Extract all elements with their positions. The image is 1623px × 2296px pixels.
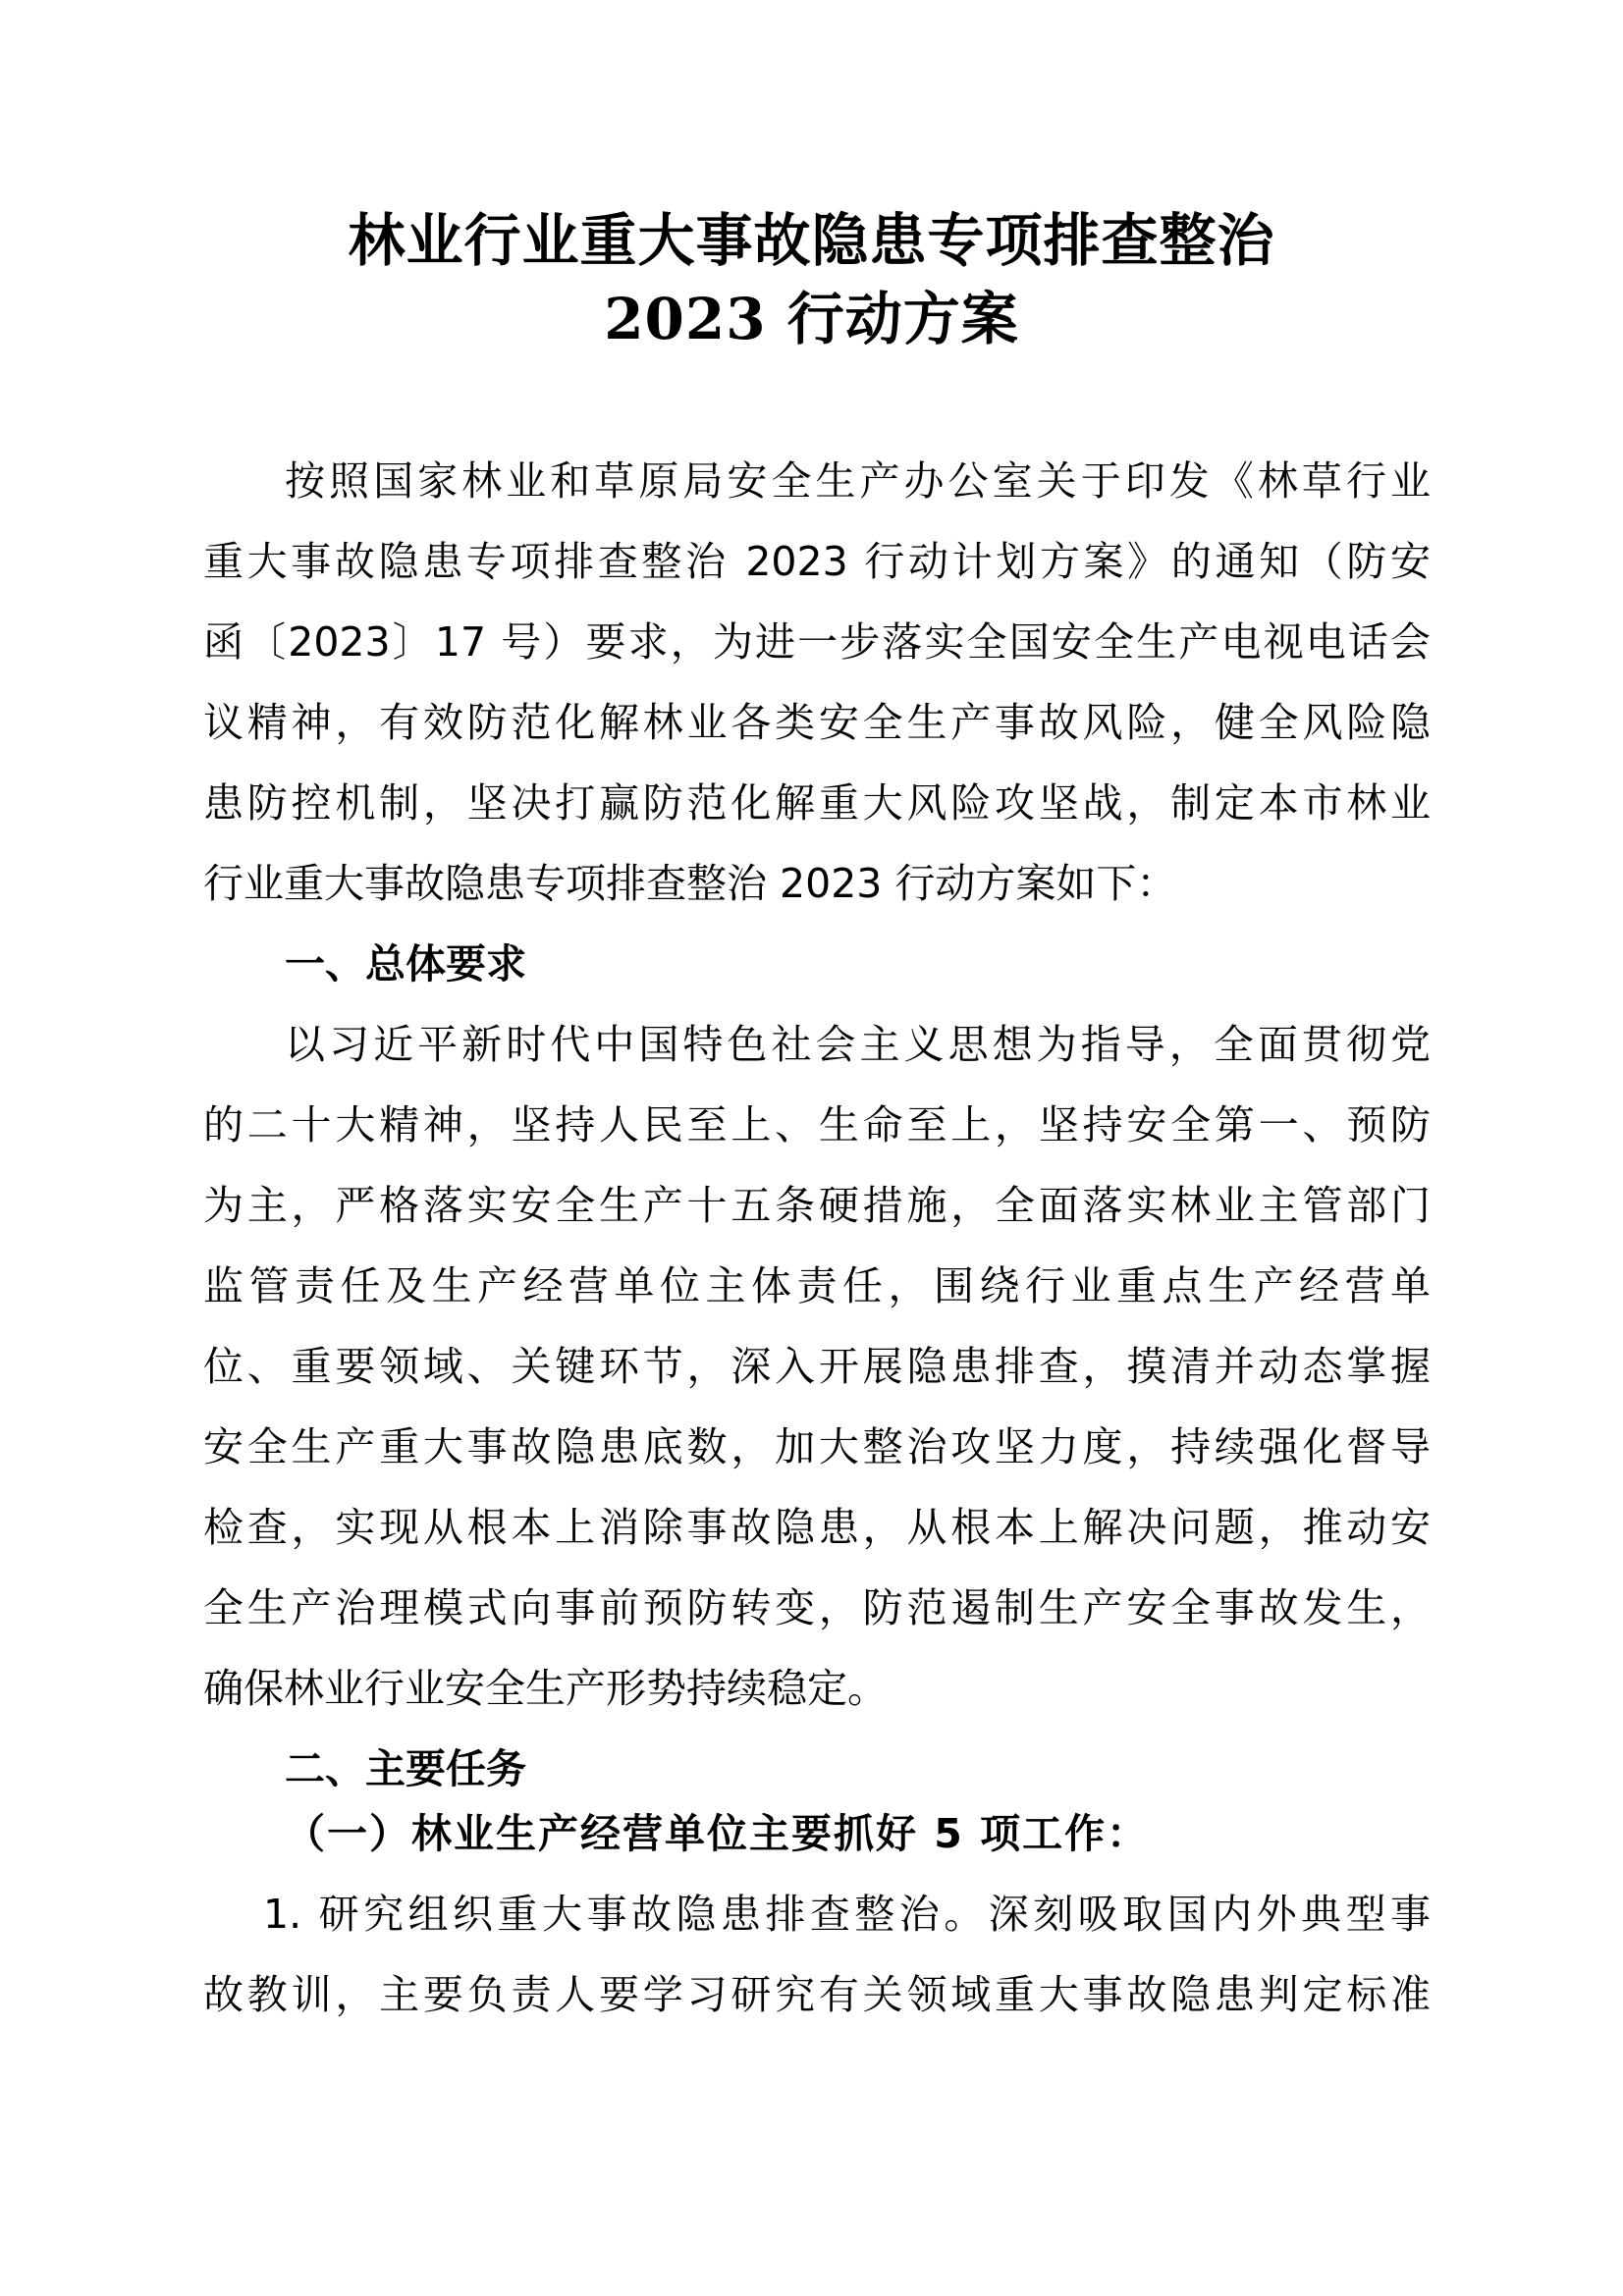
section-heading-main-tasks: 二、主要任务 xyxy=(285,1745,526,1792)
intro-line: 重大事故隐患专项排查整治 2023 行动计划方案》的通知（防安 xyxy=(203,538,1431,585)
section1-line: 以习近平新时代中国特色社会主义思想为指导，全面贯彻党 xyxy=(285,1021,1431,1068)
section1-line: 检查，实现从根本上消除事故隐患，从根本上解决问题，推动安 xyxy=(203,1504,1431,1551)
section1-line: 全生产治理模式向事前预防转变，防范遏制生产安全事故发生， xyxy=(203,1584,1431,1631)
section1-line: 监管责任及生产经营单位主体责任，围绕行业重点生产经营单 xyxy=(203,1262,1431,1309)
section-heading-general-requirements: 一、总体要求 xyxy=(285,940,526,988)
section1-line: 确保林业行业安全生产形势持续稳定。 xyxy=(203,1665,888,1712)
document-title-line-2: 2023 行动方案 xyxy=(604,286,1019,352)
task-item-1-line: 故教训，主要负责人要学习研究有关领域重大事故隐患判定标准 xyxy=(203,1971,1431,2018)
document-title-line-1: 林业行业重大事故隐患专项排查整治 xyxy=(348,207,1275,274)
subsection-heading-units: （一）林业生产经营单位主要抓好 5 项工作： xyxy=(285,1810,1150,1857)
section1-line: 为主，严格落实安全生产十五条硬措施，全面落实林业主管部门 xyxy=(203,1182,1431,1229)
section1-line: 的二十大精神，坚持人民至上、生命至上，坚持安全第一、预防 xyxy=(203,1101,1431,1148)
intro-line: 患防控机制，坚决打赢防范化解重大风险攻坚战，制定本市林业 xyxy=(203,779,1431,827)
intro-line: 议精神，有效防范化解林业各类安全生产事故风险，健全风险隐 xyxy=(203,699,1431,746)
intro-line: 行业重大事故隐患专项排查整治 2023 行动方案如下： xyxy=(203,860,1177,907)
section1-line: 安全生产重大事故隐患底数，加大整治攻坚力度，持续强化督导 xyxy=(203,1423,1431,1470)
task-item-1-line: 1. 研究组织重大事故隐患排查整治。深刻吸取国内外典型事 xyxy=(263,1891,1431,1938)
intro-line: 按照国家林业和草原局安全生产办公室关于印发《林草行业 xyxy=(285,457,1431,505)
section1-line: 位、重要领域、关键环节，深入开展隐患排查，摸清并动态掌握 xyxy=(203,1343,1431,1390)
intro-line: 函〔2023〕17 号）要求，为进一步落实全国安全生产电视电话会 xyxy=(203,618,1431,666)
